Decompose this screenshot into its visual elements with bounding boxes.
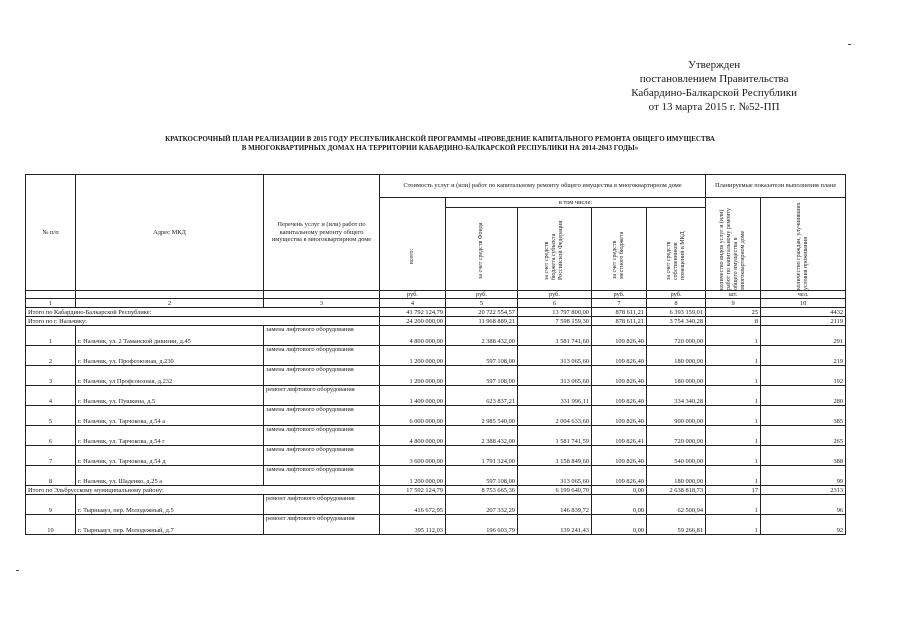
total-label: Итого по г. Нальчику: bbox=[26, 317, 380, 326]
row-people: 265 bbox=[761, 426, 846, 446]
row-total: 4 800 000,00 bbox=[380, 426, 446, 446]
row-address: г. Нальчик, ул. Профсоюзная, д.230 bbox=[76, 346, 264, 366]
row-owners: 59 266,81 bbox=[647, 515, 706, 535]
colnum-cell: 10 bbox=[761, 299, 846, 308]
row-count: 1 bbox=[706, 326, 761, 346]
row-address: г. Нальчик, ул. Тарчокова, д.54 а bbox=[76, 406, 264, 426]
row-work: ремонт лифтового оборудования bbox=[264, 495, 380, 515]
row-total: 416 672,95 bbox=[380, 495, 446, 515]
table-row bbox=[26, 495, 846, 515]
row-local: 109 826,40 bbox=[592, 386, 647, 406]
total-federal: 13 797 800,00 bbox=[518, 308, 592, 317]
row-address: г. Тырныауз, пер. Молодежный, д.5 bbox=[76, 495, 264, 515]
row-number: 6 bbox=[26, 426, 76, 446]
row-work: замена лифтового оборудования bbox=[264, 366, 380, 386]
total-owners: 3 754 340,28 bbox=[647, 317, 706, 326]
row-fund: 597 108,00 bbox=[446, 366, 518, 386]
row-federal: 139 241,43 bbox=[518, 515, 592, 535]
table-row bbox=[26, 406, 846, 426]
table-row bbox=[26, 366, 846, 386]
row-number: 8 bbox=[26, 466, 76, 486]
unit-cell: руб. bbox=[446, 291, 518, 299]
table-row bbox=[26, 466, 846, 486]
row-owners: 900 000,00 bbox=[647, 406, 706, 426]
row-address: г. Нальчик, ул. 2 Таманской дивизии, д.45 bbox=[76, 326, 264, 346]
row-local: 109 826,40 bbox=[592, 366, 647, 386]
colnum-cell: 3 bbox=[264, 299, 380, 308]
total-count: 8 bbox=[706, 317, 761, 326]
colnum-cell: 8 bbox=[647, 299, 706, 308]
row-count: 1 bbox=[706, 426, 761, 446]
row-total: 6 000 000,00 bbox=[380, 406, 446, 426]
total-local: 0,00 bbox=[592, 486, 647, 495]
row-number: 4 bbox=[26, 386, 76, 406]
row-work: ремонт лифтового оборудования bbox=[264, 386, 380, 406]
colnum-cell: 1 bbox=[26, 299, 76, 308]
row-federal: 1 581 741,59 bbox=[518, 426, 592, 446]
header-total bbox=[380, 198, 446, 291]
total-label: Итого по Кабардино-Балкарской Республике: bbox=[26, 308, 380, 317]
total-total: 41 792 124,79 bbox=[380, 308, 446, 317]
row-federal: 313 065,60 bbox=[518, 346, 592, 366]
total-row bbox=[26, 486, 846, 495]
row-fund: 196 603,79 bbox=[446, 515, 518, 535]
header-local-text: за счет средств местного бюджета bbox=[612, 231, 625, 279]
row-address: г. Нальчик, ул. Пушкина, д.5 bbox=[76, 386, 264, 406]
row-people: 388 bbox=[761, 446, 846, 466]
total-fund: 8 753 665,36 bbox=[446, 486, 518, 495]
header-owners-text: за счет средств собственников помещений в МКД bbox=[665, 231, 686, 280]
row-total: 1 200 000,00 bbox=[380, 346, 446, 366]
row-fund: 597 108,00 bbox=[446, 346, 518, 366]
header-incl: в том числе: bbox=[446, 198, 706, 208]
title-line: КРАТКОСРОЧНЫЙ ПЛАН РЕАЛИЗАЦИИ В 2015 ГОДУ РЕСПУБЛИКАНСКОЙ ПРОГРАММЫ «ПРОВЕДЕНИЕ КАПИТАЛЬНОГО РЕМОНТА ОБЩЕГО ИМУЩЕСТВА bbox=[165, 135, 715, 143]
total-owners: 2 638 818,73 bbox=[647, 486, 706, 495]
approval-line: Утвержден bbox=[688, 59, 741, 71]
row-number: 5 bbox=[26, 406, 76, 426]
row-fund: 2 985 540,00 bbox=[446, 406, 518, 426]
row-federal: 313 065,60 bbox=[518, 466, 592, 486]
row-work: замена лифтового оборудования bbox=[264, 466, 380, 486]
row-people: 280 bbox=[761, 386, 846, 406]
colnum-cell: 9 bbox=[706, 299, 761, 308]
total-total: 24 200 000,00 bbox=[380, 317, 446, 326]
header-federal-text: за счет средств бюджета субъекта Российской Федерации bbox=[544, 220, 564, 280]
row-owners: 720 000,00 bbox=[647, 326, 706, 346]
total-fund: 20 722 554,57 bbox=[446, 308, 518, 317]
unit-cell: руб. bbox=[647, 291, 706, 299]
row-number: 7 bbox=[26, 446, 76, 466]
row-people: 92 bbox=[761, 515, 846, 535]
approval-line: постановлением Правительства bbox=[639, 73, 789, 85]
row-total: 395 112,03 bbox=[380, 515, 446, 535]
header-cost-group: Стоимость услуг и (или) работ по капитальному ремонту общего имущества в многоквартирном доме bbox=[380, 175, 706, 198]
row-count: 1 bbox=[706, 515, 761, 535]
total-local: 878 611,21 bbox=[592, 308, 647, 317]
total-federal: 6 199 640,70 bbox=[518, 486, 592, 495]
row-address: г. Нальчик, ул Профсоюзная, д.232 bbox=[76, 366, 264, 386]
table-row bbox=[26, 426, 846, 446]
row-local: 109 826,40 bbox=[592, 346, 647, 366]
row-owners: 180 000,00 bbox=[647, 346, 706, 366]
row-local: 109 826,41 bbox=[592, 426, 647, 446]
row-owners: 720 000,00 bbox=[647, 426, 706, 446]
row-owners: 62 500,94 bbox=[647, 495, 706, 515]
total-fund: 11 968 889,21 bbox=[446, 317, 518, 326]
unit-cell: шт. bbox=[706, 291, 761, 299]
total-people: 2119 bbox=[761, 317, 846, 326]
colnum-cell: 2 bbox=[76, 299, 264, 308]
row-total: 1 200 000,00 bbox=[380, 366, 446, 386]
row-fund: 2 388 432,00 bbox=[446, 426, 518, 446]
row-count: 1 bbox=[706, 466, 761, 486]
row-count: 1 bbox=[706, 386, 761, 406]
total-local: 878 611,21 bbox=[592, 317, 647, 326]
row-people: 99 bbox=[761, 466, 846, 486]
approval-line: от 13 марта 2015 г. №52-ПП bbox=[648, 101, 780, 113]
row-total: 1 400 000,00 bbox=[380, 386, 446, 406]
row-local: 109 826,40 bbox=[592, 446, 647, 466]
row-work: ремонт лифтового оборудования bbox=[264, 515, 380, 535]
row-number: 10 bbox=[26, 515, 76, 535]
row-number: 2 bbox=[26, 346, 76, 366]
row-local: 109 826,40 bbox=[592, 466, 647, 486]
row-work: замена лифтового оборудования bbox=[264, 346, 380, 366]
header-address: Адрес МКД bbox=[76, 175, 264, 291]
row-local: 0,00 bbox=[592, 495, 647, 515]
row-owners: 180 000,00 bbox=[647, 466, 706, 486]
table-row bbox=[26, 515, 846, 535]
colnum-cell: 4 bbox=[380, 299, 446, 308]
title-line: В МНОГОКВАРТИРНЫХ ДОМАХ НА ТЕРРИТОРИИ КАБАРДИНО-БАЛКАРСКОЙ РЕСПУБЛИКИ НА 2014-2043 ГОДЫ» bbox=[241, 144, 639, 152]
header-fund-text: за счет средств Фонда bbox=[478, 222, 484, 279]
row-federal: 313 065,60 bbox=[518, 366, 592, 386]
row-owners: 334 340,28 bbox=[647, 386, 706, 406]
document-title bbox=[120, 135, 760, 153]
approval-line: Кабардино-Балкарской Республики bbox=[631, 87, 797, 99]
row-fund: 597 108,00 bbox=[446, 466, 518, 486]
total-total: 17 592 124,79 bbox=[380, 486, 446, 495]
header-local bbox=[592, 207, 647, 290]
total-row bbox=[26, 317, 846, 326]
plan-table bbox=[25, 174, 846, 535]
colnum-cell: 6 bbox=[518, 299, 592, 308]
header-people bbox=[761, 198, 846, 291]
total-federal: 7 598 159,30 bbox=[518, 317, 592, 326]
scan-mark bbox=[16, 570, 19, 571]
row-work: замена лифтового оборудования bbox=[264, 446, 380, 466]
total-count: 25 bbox=[706, 308, 761, 317]
row-work: замена лифтового оборудования bbox=[264, 326, 380, 346]
header-owners bbox=[647, 207, 706, 290]
row-address: г. Тырныауз, пер. Молодежный, д.7 bbox=[76, 515, 264, 535]
header-count-text: количество видов услуг и (или) работ по капитальному ремонту общего имущества в многоквартирном доме bbox=[719, 207, 747, 290]
table-row bbox=[26, 386, 846, 406]
row-federal: 1 158 849,60 bbox=[518, 446, 592, 466]
table-row bbox=[26, 326, 846, 346]
total-row bbox=[26, 308, 846, 317]
row-number: 9 bbox=[26, 495, 76, 515]
header-people-text: количество граждан, улучшивших условия проживания bbox=[796, 202, 810, 290]
row-local: 109 826,40 bbox=[592, 406, 647, 426]
colnum-cell: 5 bbox=[446, 299, 518, 308]
row-count: 1 bbox=[706, 406, 761, 426]
header-count bbox=[706, 198, 761, 291]
table-row bbox=[26, 446, 846, 466]
row-count: 1 bbox=[706, 346, 761, 366]
row-owners: 180 000,00 bbox=[647, 366, 706, 386]
row-people: 219 bbox=[761, 346, 846, 366]
row-count: 1 bbox=[706, 366, 761, 386]
unit-cell: руб. bbox=[592, 291, 647, 299]
total-people: 4432 bbox=[761, 308, 846, 317]
total-count: 17 bbox=[706, 486, 761, 495]
row-address: г. Нальчик, ул. Тарчокова, д.54 г bbox=[76, 426, 264, 446]
row-federal: 2 004 633,60 bbox=[518, 406, 592, 426]
row-people: 291 bbox=[761, 326, 846, 346]
row-work: замена лифтового оборудования bbox=[264, 406, 380, 426]
row-total: 3 600 000,00 bbox=[380, 446, 446, 466]
table-body bbox=[26, 308, 846, 535]
row-federal: 1 581 741,60 bbox=[518, 326, 592, 346]
row-total: 1 200 000,00 bbox=[380, 466, 446, 486]
header-num: № п/п bbox=[26, 175, 76, 291]
row-people: 96 bbox=[761, 495, 846, 515]
row-fund: 2 388 432,00 bbox=[446, 326, 518, 346]
total-people: 2313 bbox=[761, 486, 846, 495]
header-works: Перечень услуг и (или) работ по капитальному ремонту общего имущества в многоквартирном доме bbox=[264, 175, 380, 291]
row-count: 1 bbox=[706, 446, 761, 466]
row-fund: 1 791 324,00 bbox=[446, 446, 518, 466]
row-federal: 146 839,72 bbox=[518, 495, 592, 515]
row-address: г. Нальчик, ул. Тарчокова, д.54 д bbox=[76, 446, 264, 466]
approval-block bbox=[631, 58, 797, 114]
row-total: 4 800 000,00 bbox=[380, 326, 446, 346]
row-fund: 623 837,21 bbox=[446, 386, 518, 406]
row-local: 109 826,40 bbox=[592, 326, 647, 346]
row-number: 1 bbox=[26, 326, 76, 346]
row-address: г. Нальчик, ул. Шаденко, д.25 а bbox=[76, 466, 264, 486]
row-fund: 207 332,29 bbox=[446, 495, 518, 515]
row-work: замена лифтового оборудования bbox=[264, 426, 380, 446]
unit-cell: руб. bbox=[518, 291, 592, 299]
unit-cell: чел. bbox=[761, 291, 846, 299]
total-owners: 6 393 159,01 bbox=[647, 308, 706, 317]
header-plan-group: Планируемые показатели выполнения плане bbox=[706, 175, 846, 198]
row-owners: 540 000,00 bbox=[647, 446, 706, 466]
scan-mark bbox=[848, 44, 851, 45]
header-total-text: всего: bbox=[409, 248, 415, 264]
row-people: 385 bbox=[761, 406, 846, 426]
unit-cell: руб. bbox=[380, 291, 446, 299]
header-federal bbox=[518, 207, 592, 290]
row-people: 192 bbox=[761, 366, 846, 386]
row-local: 0,00 bbox=[592, 515, 647, 535]
header-fund bbox=[446, 207, 518, 290]
row-federal: 331 996,11 bbox=[518, 386, 592, 406]
colnum-cell: 7 bbox=[592, 299, 647, 308]
row-count: 1 bbox=[706, 495, 761, 515]
table-row bbox=[26, 346, 846, 366]
total-label: Итого по Эльбрусскому муниципальному району: bbox=[26, 486, 380, 495]
row-number: 3 bbox=[26, 366, 76, 386]
